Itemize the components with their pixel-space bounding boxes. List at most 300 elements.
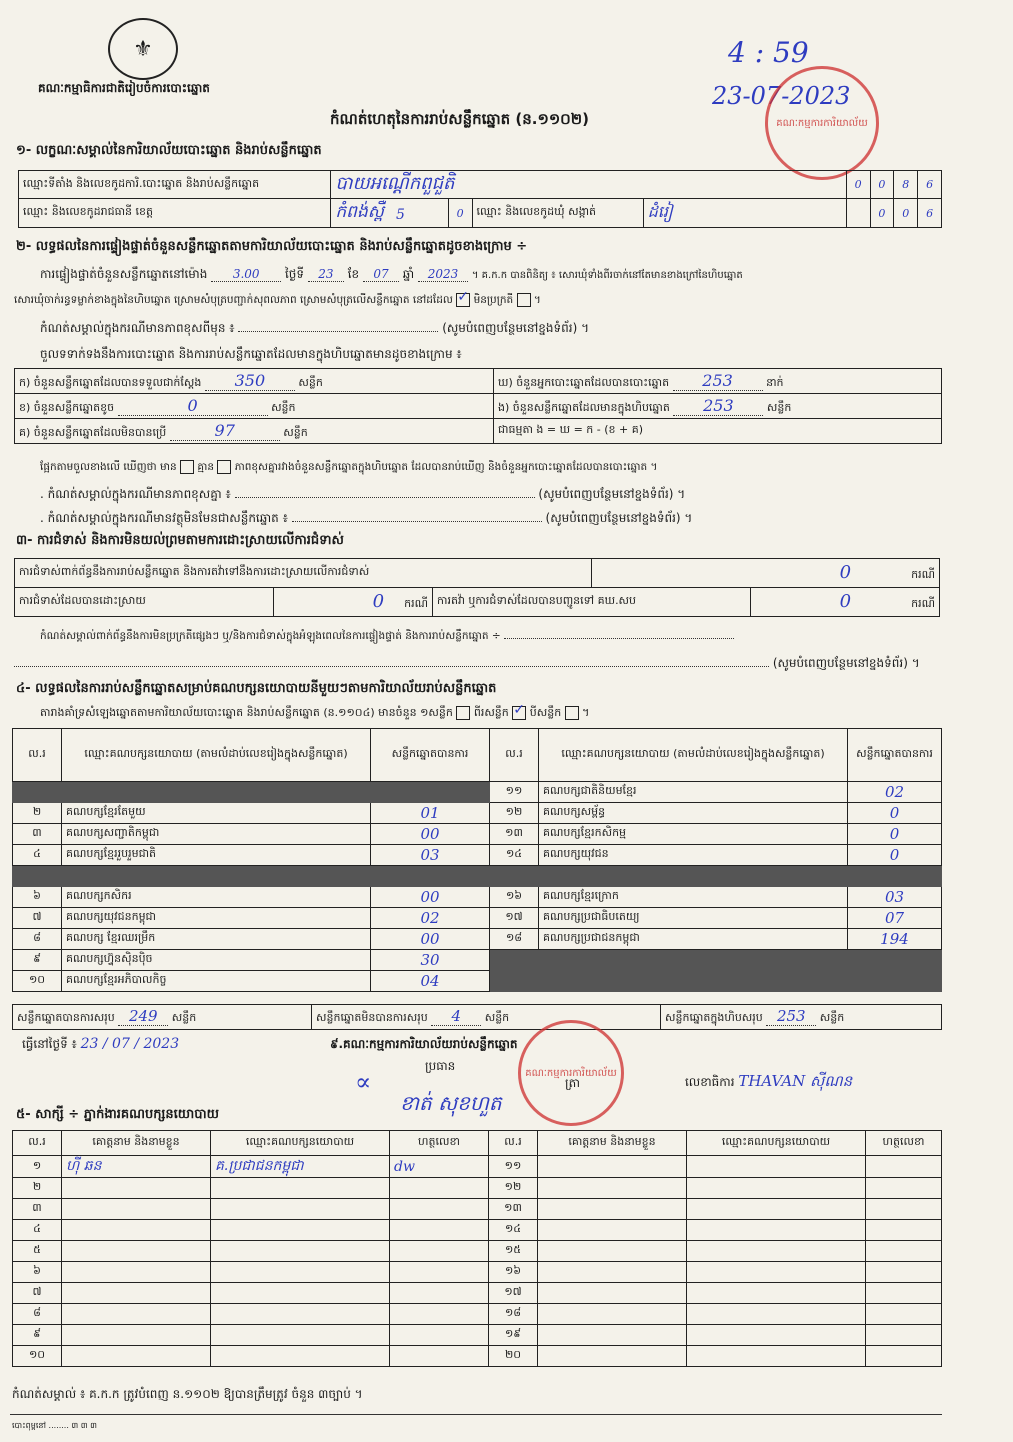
- row2-code-blank: [846, 199, 870, 228]
- w-left-no: ៤: [13, 1220, 62, 1241]
- row2-label: ឈ្មោះ និងលេខកូដរាជធានី ខេត្ត: [19, 199, 331, 228]
- w-left-sign: [390, 1241, 489, 1262]
- w-right-name: [538, 1178, 687, 1199]
- right-party: គណបក្សជាតិនិយមខ្មែរ: [539, 782, 848, 803]
- section3-note-line2: [14, 655, 920, 673]
- w-left-no: ៥: [13, 1241, 62, 1262]
- left-votes: 00: [371, 929, 490, 950]
- w-right-party: [687, 1241, 866, 1262]
- stamp-text: គណៈកម្មការការិយាល័យ: [776, 117, 868, 129]
- form-title: កំណត់ហេតុនៃការរាប់សន្លឹកឆ្នោត (ន.១១០២): [330, 110, 590, 128]
- w-right-no: ២០: [489, 1346, 538, 1367]
- r2-cell: [274, 588, 433, 617]
- w-col-party-left: ឈ្មោះគណបក្សនយោបាយ: [211, 1131, 390, 1156]
- irregular-checkbox[interactable]: [517, 293, 531, 307]
- line3-label: កំណត់សម្គាល់ក្នុងករណីមានភាពខុសពីមុន ៖: [40, 321, 235, 335]
- section1-table: [18, 170, 942, 228]
- w-left-sign: [390, 1304, 489, 1325]
- check-none-label: គ្មាន: [197, 461, 215, 473]
- r2-unit: ករណី: [404, 597, 428, 610]
- president-signature: ខាត់ សុខហួត: [400, 1091, 502, 1115]
- c-unit: សន្លឹក: [283, 425, 308, 439]
- fill-hint: (សូមបំពេញបន្ថែមនៅខ្នងទំព័រ) ។: [442, 321, 589, 335]
- line1-b: ថ្ងៃទី: [285, 267, 305, 281]
- row1-code-0: 0: [846, 171, 870, 199]
- opt2-label: ពីរសន្លឹក: [473, 706, 509, 719]
- r2-cell2: [751, 588, 940, 617]
- row1-code-3: 6: [918, 171, 942, 199]
- signature-scribble: ∝: [355, 1068, 372, 1096]
- w-left-name: [62, 1346, 211, 1367]
- right-no: ១៤: [490, 845, 539, 866]
- count-e: [494, 394, 942, 419]
- day-value: 23: [308, 267, 344, 282]
- w-left-party: គ.ប្រជាជនកម្ពុជា: [211, 1156, 390, 1178]
- w-right-name: [538, 1262, 687, 1283]
- count-table: [14, 368, 942, 444]
- w-left-sign: dw: [390, 1156, 489, 1178]
- e-label: ង) ចំនួនសន្លឹកឆ្នោតដែលមានក្នុងហិបឆ្នោត: [498, 400, 670, 414]
- w-left-party: [211, 1199, 390, 1220]
- section4-title: ៤- លទ្ធផលនៃការរាប់សន្លឹកឆ្នោតសម្រាប់គណបក្សនយោបាយនីមួយៗតាមការិយាល័យរាប់សន្លឹកឆ្នោត: [16, 681, 497, 696]
- right-votes: 0: [848, 803, 942, 824]
- r2-unit2: ករណី: [911, 597, 935, 610]
- r1-label: ការជំទាស់ពាក់ព័ន្ធនឹងការរាប់សន្លឹកឆ្នោត និងការតវ៉ាទៅនឹងការដោះស្រាយលើការជំទាស់: [15, 559, 592, 588]
- row2-value2: ដំរៀ: [643, 199, 846, 228]
- col-no-right: ល.រ: [490, 729, 539, 782]
- row2-code2-2: 6: [918, 199, 942, 228]
- left-party: គណបក្សខ្មែររួបរួមជាតិ: [62, 845, 371, 866]
- right-party: [539, 866, 848, 887]
- w-left-no: ៦: [13, 1262, 62, 1283]
- year-value: 2023: [418, 267, 468, 282]
- row1-code-2: 8: [894, 171, 918, 199]
- results-table: [12, 728, 942, 992]
- result-row: [13, 908, 942, 929]
- w-right-party: [687, 1262, 866, 1283]
- left-party: គណបក្សសញ្ជាតិកម្ពុជា: [62, 824, 371, 845]
- left-votes: 30: [371, 950, 490, 971]
- right-votes: 0: [848, 824, 942, 845]
- row2-code-1: 5: [396, 207, 405, 223]
- w-left-name: [62, 1199, 211, 1220]
- count-a: [15, 369, 494, 394]
- valid-value: 249: [118, 1007, 168, 1026]
- total-value: 253: [766, 1007, 816, 1026]
- right-party: គណបក្សខ្មែរក្រោក: [539, 887, 848, 908]
- row2-code2-1: 0: [894, 199, 918, 228]
- check-label: ផ្អែកតាមចួលខាងលើ ឃើញថា មាន: [40, 461, 177, 473]
- check-tail: ភាពខុសគ្នារវាងចំនួនសន្លឹកឆ្នោតក្នុងហិបឆ្នោត ដែលបានរាប់ឃើញ និងចំនួនអ្នកបោះឆ្នោតដែលបានបោះឆ្នោត ។: [234, 461, 658, 473]
- right-votes: 03: [848, 887, 942, 908]
- w-right-name: [538, 1304, 687, 1325]
- note2-hint: (សូមបំពេញបន្ថែមនៅខ្នងទំព័រ) ។: [545, 511, 693, 525]
- w-left-party: [211, 1241, 390, 1262]
- section2-line2: សោរឃុំចាក់រន្ធទម្លាក់ខាងក្នុងនៃហិបឆ្នោត ស្រោមសំបុត្របញ្ជាក់សុពលភាព ស្រោមសំបុត្រលើសន្លឹកឆ្នោត នៅដដែល ✓ មិនប្រក្រតី ។: [14, 293, 541, 309]
- section2-line3: [40, 320, 589, 338]
- row1-label: ឈ្មោះទីតាំង និងលេខកូដការិ.បោះឆ្នោត និងរាប់សន្លឹកឆ្នោត: [19, 171, 331, 199]
- w-left-party: [211, 1325, 390, 1346]
- witness-row: [13, 1262, 942, 1283]
- col-party-left: ឈ្មោះគណបក្សនយោបាយ (តាមលំដាប់លេខរៀងក្នុងសន្លឹកឆ្នោត): [62, 729, 371, 782]
- d-value: 253: [673, 371, 763, 391]
- b-value: 0: [118, 396, 268, 416]
- w-right-party: [687, 1346, 866, 1367]
- objection-table: [14, 558, 940, 617]
- w-right-sign: [866, 1283, 942, 1304]
- totals-table: [12, 1004, 942, 1030]
- total-label: សន្លឹកឆ្នោតក្នុងហិបសរុប: [665, 1011, 763, 1024]
- count-d: [494, 369, 942, 394]
- results-body: [13, 782, 942, 992]
- section2-line1: [40, 266, 743, 284]
- w-right-no: ១៩: [489, 1325, 538, 1346]
- right-no: ១២: [490, 803, 539, 824]
- left-party: [62, 782, 371, 803]
- row1-code-1: 0: [870, 171, 894, 199]
- right-votes: 02: [848, 782, 942, 803]
- right-party: [539, 971, 848, 992]
- diff-no-checkbox[interactable]: [217, 460, 231, 474]
- unchanged-checkbox[interactable]: [456, 293, 470, 307]
- left-party: គណបក្សខ្មែរអភិបាលកិច្ច: [62, 971, 371, 992]
- note2-line: [40, 510, 692, 528]
- secretary-label: លេខាធិការ: [685, 1075, 735, 1089]
- b-label: ខ) ចំនួនសន្លឹកឆ្នោតខូច: [19, 400, 115, 414]
- w-right-no: ១២: [489, 1178, 538, 1199]
- left-party: គណបក្សហ្វ៊ុនស៊ិនប៉ិច: [62, 950, 371, 971]
- left-votes: 00: [371, 887, 490, 908]
- w-col-party-right: ឈ្មោះគណបក្សនយោបាយ: [687, 1131, 866, 1156]
- check-line: [40, 460, 657, 476]
- w-right-sign: [866, 1325, 942, 1346]
- left-party: គណបក្សកសិករ: [62, 887, 371, 908]
- handwritten-date: 23-07-2023: [712, 82, 851, 110]
- w-right-party: [687, 1304, 866, 1325]
- left-no: ៣: [13, 824, 62, 845]
- w-right-party: [687, 1199, 866, 1220]
- result-row: [13, 845, 942, 866]
- result-row: [13, 950, 942, 971]
- witness-body: [13, 1156, 942, 1367]
- committee-stamp: [518, 1020, 624, 1126]
- w-col-sign-left: ហត្ថលេខា: [390, 1131, 489, 1156]
- right-party: គណបក្សខ្មែរកសិកម្ម: [539, 824, 848, 845]
- a-label: ក) ចំនួនសន្លឹកឆ្នោតដែលបានទទួលជាក់ស្តែង: [19, 375, 202, 389]
- w-col-name-right: គោត្តនាម និងនាមខ្លួន: [538, 1131, 687, 1156]
- w-left-sign: [390, 1220, 489, 1241]
- made-on-label: ធ្វើនៅថ្ងៃទី ៖: [22, 1037, 77, 1051]
- result-row: [13, 971, 942, 992]
- left-no: ៩: [13, 950, 62, 971]
- w-left-name: [62, 1262, 211, 1283]
- w-left-sign: [390, 1262, 489, 1283]
- ballot-total: [661, 1005, 942, 1030]
- right-votes: [848, 950, 942, 971]
- right-party: គណបក្សសម្ព័ន្ធ: [539, 803, 848, 824]
- right-party: [539, 950, 848, 971]
- right-votes: 194: [848, 929, 942, 950]
- e-value: 253: [673, 396, 763, 416]
- left-no: ១០: [13, 971, 62, 992]
- w-col-no-left: ល.រ: [13, 1131, 62, 1156]
- row2-value: កំពង់ស្ពឺ: [331, 199, 448, 228]
- right-no: ១៦: [490, 887, 539, 908]
- note1-label: . កំណត់សម្គាល់ក្នុងករណីមានភាពខុសគ្នា ៖: [40, 487, 231, 501]
- three-sheet-checkbox[interactable]: [565, 706, 579, 720]
- left-votes: 03: [371, 845, 490, 866]
- result-row: [13, 782, 942, 803]
- committee-stamp-text: គណៈកម្មការការិយាល័យ: [525, 1067, 617, 1079]
- witness-row: [13, 1178, 942, 1199]
- right-no: [490, 971, 539, 992]
- president-label: ប្រធាន: [425, 1059, 456, 1073]
- result-row: [13, 866, 942, 887]
- right-no: ១៣: [490, 824, 539, 845]
- right-votes: 07: [848, 908, 942, 929]
- invalid-value: 4: [431, 1007, 481, 1026]
- w-left-party: [211, 1304, 390, 1325]
- made-on-line: [22, 1036, 179, 1054]
- row2-code-0: 0: [448, 199, 472, 228]
- month-value: 07: [363, 267, 399, 282]
- w-right-sign: [866, 1346, 942, 1367]
- line1-d: ឆ្នាំ: [402, 267, 415, 281]
- count-b: [15, 394, 494, 419]
- left-no: ២: [13, 803, 62, 824]
- c-value: 97: [170, 421, 280, 441]
- left-votes: 00: [371, 824, 490, 845]
- w-left-name: ហ៊ី ឆន: [62, 1156, 211, 1178]
- w-left-no: ១: [13, 1156, 62, 1178]
- right-no: [490, 866, 539, 887]
- w-right-sign: [866, 1178, 942, 1199]
- line2-text: សោរឃុំចាក់រន្ធទម្លាក់ខាងក្នុងនៃហិបឆ្នោត ស្រោមសំបុត្របញ្ជាក់សុពលភាព ស្រោមសំបុត្រលើសន្លឹកឆ្នោត នៅដដែល: [14, 294, 453, 306]
- w-right-sign: [866, 1262, 942, 1283]
- w-left-no: ៨: [13, 1304, 62, 1325]
- result-row: [13, 824, 942, 845]
- handwritten-time: 4 : 59: [728, 36, 809, 69]
- e-unit: សន្លឹក: [766, 400, 792, 414]
- section3-title: ៣- ការជំទាស់ និងការមិនយល់ព្រមតាមការដោះស្រាយលើការជំទាស់: [16, 533, 344, 548]
- invalid-unit: សន្លឹក: [484, 1011, 510, 1024]
- note1-line: [40, 486, 685, 504]
- w-left-sign: [390, 1325, 489, 1346]
- r2-label2: ការតវ៉ា ឬការជំទាស់ដែលបានបញ្ជូនទៅ គឃ.សប: [433, 588, 751, 617]
- w-left-no: ១០: [13, 1346, 62, 1367]
- right-party: គណបក្សប្រជាធិបតេយ្យ: [539, 908, 848, 929]
- right-party: គណបក្សយុវជន: [539, 845, 848, 866]
- left-votes: 01: [371, 803, 490, 824]
- left-party: គណបក្សខ្មែរតែមួយ: [62, 803, 371, 824]
- witness-row: [13, 1220, 942, 1241]
- section2-title: ២- លទ្ធផលនៃការផ្ទៀងផ្ទាត់ចំនួនសន្លឹកឆ្នោតតាមការិយាល័យបោះឆ្នោត និងរាប់សន្លឹកឆ្នោតដូចខាងក្រោម ÷: [16, 239, 528, 254]
- w-left-sign: [390, 1283, 489, 1304]
- footer-note: កំណត់សម្គាល់ ៖ គ.ក.ក ត្រូវបំពេញ ន.១១០២ ឱ្យបានត្រឹមត្រូវ ចំនួន ៣ច្បាប់ ។: [12, 1387, 363, 1401]
- secretary-line: [685, 1072, 852, 1094]
- left-no: ៧: [13, 908, 62, 929]
- w-left-name: [62, 1304, 211, 1325]
- r2-label: ការជំទាស់ដែលបានដោះស្រាយ: [15, 588, 274, 617]
- w-left-sign: [390, 1199, 489, 1220]
- left-party: គណបក្សយុវជនកម្ពុជា: [62, 908, 371, 929]
- w-right-no: ១៦: [489, 1262, 538, 1283]
- r2-value2: 0: [839, 591, 852, 612]
- w-right-party: [687, 1283, 866, 1304]
- left-no: ៨: [13, 929, 62, 950]
- right-no: ១៧: [490, 908, 539, 929]
- emblem-icon: ⚜: [108, 18, 178, 80]
- col-votes-right: សន្លឹកឆ្នោតបានការ: [848, 729, 942, 782]
- a-unit: សន្លឹក: [298, 375, 323, 389]
- section3-note-label: កំណត់សម្គាល់ពាក់ព័ន្ធនឹងការមិនប្រក្រតីផ្សេងៗ ឬ/និងការជំទាស់ក្នុងអំឡុងពេលនៃការផ្ទៀងផ្ទាត់ និងការរាប់សន្លឹកឆ្នោត ÷: [40, 630, 501, 642]
- w-right-no: ១១: [489, 1156, 538, 1178]
- col-no-left: ល.រ: [13, 729, 62, 782]
- w-right-party: [687, 1178, 866, 1199]
- w-right-party: [687, 1325, 866, 1346]
- w-right-name: [538, 1156, 687, 1178]
- w-left-name: [62, 1178, 211, 1199]
- w-right-sign: [866, 1156, 942, 1178]
- witness-row: [13, 1304, 942, 1325]
- w-right-sign: [866, 1199, 942, 1220]
- w-left-party: [211, 1178, 390, 1199]
- w-left-party: [211, 1220, 390, 1241]
- w-left-no: ៣: [13, 1199, 62, 1220]
- c-label: គ) ចំនួនសន្លឹកឆ្នោតដែលមិនបានប្រើ: [19, 425, 167, 439]
- r1-unit: ករណី: [911, 568, 935, 581]
- valid-total: [13, 1005, 312, 1030]
- witness-row: [13, 1283, 942, 1304]
- one-sheet-checkbox[interactable]: [456, 706, 470, 720]
- left-party: [62, 866, 371, 887]
- r1-cell: [591, 559, 939, 588]
- right-no: ១១: [490, 782, 539, 803]
- right-votes: [848, 971, 942, 992]
- w-left-no: ២: [13, 1178, 62, 1199]
- time-value: 3.00: [211, 267, 281, 282]
- result-row: [13, 929, 942, 950]
- row2-code2-0: 0: [870, 199, 894, 228]
- w-right-name: [538, 1220, 687, 1241]
- org-name: គណៈកម្មាធិការជាតិរៀបចំការបោះឆ្នោត: [38, 81, 210, 95]
- w-left-party: [211, 1283, 390, 1304]
- opt3-label: បីសន្លឹក: [529, 706, 562, 719]
- w-col-name-left: គោត្តនាម និងនាមខ្លួន: [62, 1131, 211, 1156]
- left-no: ៦: [13, 887, 62, 908]
- w-right-name: [538, 1283, 687, 1304]
- w-left-name: [62, 1241, 211, 1262]
- w-right-no: ១៧: [489, 1283, 538, 1304]
- intro-label: តារាងគាំទ្រសំឡេងឆ្នោតតាមការិយាល័យបោះឆ្នោត និងរាប់សន្លឹកឆ្នោត (ន.១១០៤) មានចំនួន ១សន្លឹក: [40, 706, 453, 719]
- footer-print: បោះពុម្ពនៅ ........ ៣ ៣ ៣: [12, 1421, 98, 1430]
- row2-label2: ឈ្មោះ និងលេខកូដឃុំ សង្កាត់: [472, 199, 643, 228]
- w-left-name: [62, 1283, 211, 1304]
- witness-row: [13, 1199, 942, 1220]
- section3-note: [40, 630, 734, 645]
- left-no: [13, 866, 62, 887]
- diff-yes-checkbox[interactable]: [180, 460, 194, 474]
- col-votes-left: សន្លឹកឆ្នោតបានការ: [371, 729, 490, 782]
- official-stamp: [765, 66, 879, 180]
- made-date: 23 / 07 / 2023: [80, 1036, 180, 1052]
- witness-row: [13, 1325, 942, 1346]
- witness-table: [12, 1130, 942, 1367]
- right-votes: 0: [848, 845, 942, 866]
- right-no: [490, 950, 539, 971]
- w-right-no: ១៣: [489, 1199, 538, 1220]
- committee-label: ៩.គណៈកម្មការការិយាល័យរាប់សន្លឹកឆ្នោត: [330, 1037, 518, 1051]
- witness-row: [13, 1346, 942, 1367]
- stamp-label: ត្រា: [565, 1076, 580, 1090]
- w-right-sign: [866, 1241, 942, 1262]
- r2-value: 0: [372, 591, 385, 612]
- formula: ជាធម្មតា ង = ឃ = ក - (ខ + គ): [494, 419, 942, 444]
- left-votes: 02: [371, 908, 490, 929]
- w-right-party: [687, 1220, 866, 1241]
- w-right-no: ១៤: [489, 1220, 538, 1241]
- section2-line4: ចួលទទាក់ទងនឹងការបោះឆ្នោត និងការរាប់សន្លឹកឆ្នោតដែលមានក្នុងហិបឆ្នោតមានដូចខាងក្រោម ៖: [40, 347, 462, 361]
- w-left-name: [62, 1220, 211, 1241]
- d-unit: នាក់: [766, 375, 784, 389]
- w-left-sign: [390, 1346, 489, 1367]
- invalid-total: [312, 1005, 661, 1030]
- section4-intro: តារាងគាំទ្រសំឡេងឆ្នោតតាមការិយាល័យបោះឆ្នោត និងរាប់សន្លឹកឆ្នោត (ន.១១០៤) មានចំនួន ១សន្លឹក ពីរសន្លឹក ✓ បីសន្លឹក ។: [40, 706, 589, 722]
- section5-title: ៥- សាក្សី ÷ ភ្នាក់ងារគណបក្សនយោបាយ: [16, 1107, 219, 1122]
- invalid-label: សន្លឹកឆ្នោតមិនបានការសរុប: [316, 1011, 428, 1024]
- witness-row: [13, 1156, 942, 1178]
- w-left-no: ៩: [13, 1325, 62, 1346]
- w-right-sign: [866, 1304, 942, 1325]
- valid-unit: សន្លឹក: [171, 1011, 197, 1024]
- right-party: គណបក្សប្រជាជនកម្ពុជា: [539, 929, 848, 950]
- left-no: [13, 782, 62, 803]
- a-value: 350: [205, 371, 295, 391]
- right-votes: [848, 866, 942, 887]
- line1-c: ខែ: [347, 267, 360, 281]
- valid-label: សន្លឹកឆ្នោតបានការសរុប: [17, 1011, 115, 1024]
- w-left-party: [211, 1262, 390, 1283]
- two-sheet-checkbox[interactable]: [512, 706, 526, 720]
- note1-hint: (សូមបំពេញបន្ថែមនៅខ្នងទំព័រ) ។: [538, 487, 686, 501]
- w-right-name: [538, 1325, 687, 1346]
- line1-a: ការផ្ទៀងផ្ទាត់ចំនួនសន្លឹកឆ្នោតនៅម៉ោង: [40, 267, 208, 281]
- left-party: គណបក្ស ខ្មែរឈរម្រឹក: [62, 929, 371, 950]
- w-right-name: [538, 1199, 687, 1220]
- w-col-no-right: ល.រ: [489, 1131, 538, 1156]
- w-right-no: ១៨: [489, 1304, 538, 1325]
- footer-rule: [10, 1414, 942, 1415]
- irregular-label: មិនប្រក្រតី: [473, 294, 514, 306]
- w-left-name: [62, 1325, 211, 1346]
- secretary-name: THAVAN ស៊ីណន: [738, 1072, 853, 1090]
- left-votes: [371, 866, 490, 887]
- left-votes: 04: [371, 971, 490, 992]
- right-no: ១៨: [490, 929, 539, 950]
- b-unit: សន្លឹក: [271, 400, 296, 414]
- w-right-no: ១៥: [489, 1241, 538, 1262]
- section3-hint: (សូមបំពេញបន្ថែមនៅខ្នងទំព័រ) ។: [772, 656, 920, 670]
- witness-row: [13, 1241, 942, 1262]
- row1-value: បាយអណ្តើកពួជួតិ: [331, 171, 846, 199]
- w-col-sign-right: ហត្ថលេខា: [866, 1131, 942, 1156]
- w-left-party: [211, 1346, 390, 1367]
- w-right-name: [538, 1241, 687, 1262]
- r1-value: 0: [839, 562, 852, 583]
- left-votes: [371, 782, 490, 803]
- left-no: ៤: [13, 845, 62, 866]
- w-left-sign: [390, 1178, 489, 1199]
